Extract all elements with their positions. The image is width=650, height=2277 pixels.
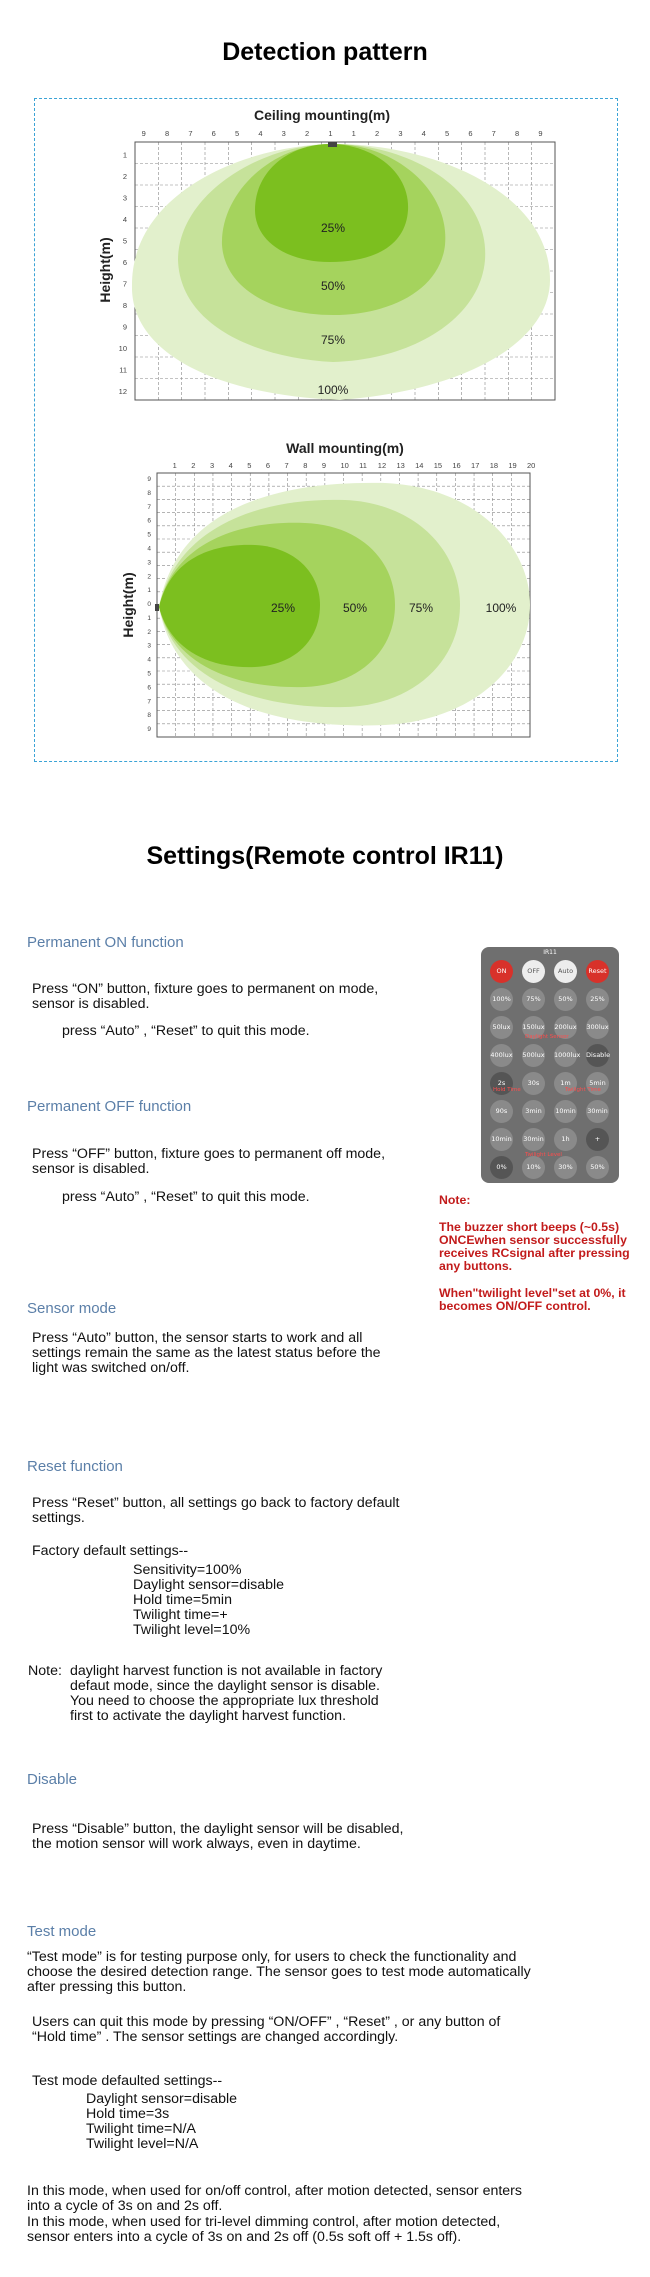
- remote-button-disable[interactable]: Disable: [586, 1044, 609, 1067]
- wall-x-tick: 15: [433, 461, 443, 470]
- remote-button-30[interactable]: 30%: [554, 1156, 577, 1179]
- wall-x-tick: 1: [172, 461, 177, 470]
- wall-x-tick: 20: [527, 461, 536, 470]
- ceiling-x-tick: 2: [375, 129, 380, 138]
- ceiling-x-tick: 6: [468, 129, 473, 138]
- test-mode-intro: “Test mode” is for testing purpose only, for users to check the functionality and choose the desired detection range. The sensor goes to test mode automatically after pressing this button.: [27, 1949, 531, 1995]
- ceiling-y-tick: 1: [122, 150, 127, 160]
- wall-x-tick: 12: [377, 461, 387, 470]
- ceiling-y-tick: 5: [122, 236, 127, 246]
- permanent-on-quit: press “Auto” , “Reset” to quit this mode.: [62, 1023, 310, 1039]
- ceiling-x-tick: 9: [538, 129, 543, 138]
- wall-x-tick: 10: [340, 461, 349, 470]
- reset-note-label: Note:: [28, 1663, 62, 1679]
- test-mode-heading: Test mode: [27, 1923, 97, 1940]
- remote-button-1h[interactable]: 1h: [554, 1128, 577, 1151]
- ceiling-y-tick: 9: [122, 322, 127, 332]
- ceiling-y-tick: 2: [122, 172, 127, 181]
- sensor-mark-icon: [155, 604, 159, 611]
- wall-y-tick: 3: [147, 559, 151, 567]
- ceiling-y-tick: 8: [122, 301, 127, 310]
- wall-x-tick: 13: [396, 461, 405, 470]
- wall-zone-100: 100%: [485, 601, 517, 615]
- factory-defaults-list: Sensitivity=100% Daylight sensor=disable Hold time=5min Twilight time=+ Twilight level=10%: [133, 1562, 285, 1638]
- wall-y-tick: 8: [147, 489, 151, 497]
- wall-x-tick: 18: [489, 461, 499, 470]
- wall-zone-25: 25%: [270, 601, 296, 615]
- ceiling-x-tick: 5: [235, 129, 240, 138]
- wall-y-tick: 8: [147, 712, 151, 720]
- ceiling-x-tick: 8: [165, 129, 170, 138]
- wall-x-tick: 5: [247, 461, 252, 470]
- wall-y-tick: 5: [147, 670, 151, 678]
- ceiling-y-tick: 4: [122, 215, 127, 224]
- ceiling-x-tick: 3: [398, 129, 403, 138]
- ceiling-x-tick: 5: [445, 129, 450, 138]
- remote-button-10min[interactable]: 10min: [490, 1128, 513, 1151]
- wall-y-tick: 3: [147, 642, 151, 650]
- wall-x-tick: 8: [303, 461, 308, 470]
- ceiling-x-tick: 7: [188, 129, 193, 138]
- remote-button-3min[interactable]: 3min: [522, 1100, 545, 1123]
- wall-x-tick: 14: [415, 461, 424, 470]
- remote-label-twilight-time: Twilight Time: [565, 1087, 601, 1093]
- note-beep: The buzzer short beeps (~0.5s) ONCEwhen sensor successfully receives RCsignal after pressing any buttons.: [439, 1220, 630, 1273]
- wall-chart-title: Wall mounting(m): [286, 440, 404, 456]
- remote-button-on[interactable]: ON: [490, 960, 513, 983]
- test-defaults-list: Daylight sensor=disable Hold time=3s Twilight time=N/A Twilight level=N/A: [86, 2091, 238, 2152]
- reset-note-text: daylight harvest function is not available in factory defaut mode, since the daylight sensor is disable. You need to choose the appropriate lux threshold first to activate the daylight harvest function.: [70, 1663, 383, 1724]
- remote-button-25[interactable]: 25%: [586, 988, 609, 1011]
- remote-button-10[interactable]: 10%: [522, 1156, 545, 1179]
- ceiling-zone-100: 100%: [317, 383, 349, 397]
- wall-y-tick: 9: [147, 476, 151, 483]
- wall-x-tick: 11: [359, 461, 367, 470]
- wall-y-tick: 7: [147, 503, 151, 511]
- wall-y-tick: 0: [147, 601, 151, 609]
- disable-heading: Disable: [27, 1771, 78, 1788]
- wall-x-tick: 4: [228, 461, 233, 470]
- wall-zone-75: 75%: [408, 601, 434, 615]
- remote-button-[interactable]: +: [586, 1128, 609, 1151]
- remote-label-daylight: Daylight Sensor: [525, 1034, 569, 1040]
- wall-y-tick: 1: [147, 614, 151, 622]
- wall-zone-50: 50%: [342, 601, 368, 615]
- reset-text: Press “Reset” button, all settings go back to factory default settings.: [32, 1495, 400, 1526]
- test-mode-onoff: In this mode, when used for on/off control, after motion detected, sensor enters into a cycle of 3s on and 2s off.: [27, 2183, 523, 2214]
- remote-control: [481, 947, 619, 1183]
- remote-button-50[interactable]: 50%: [554, 988, 577, 1011]
- remote-button-1000lux[interactable]: 1000lux: [554, 1044, 577, 1067]
- permanent-off-heading: Permanent OFF function: [27, 1098, 192, 1115]
- remote-button-90s[interactable]: 90s: [490, 1100, 513, 1123]
- remote-model: IR11: [543, 949, 557, 956]
- wall-x-tick: 6: [265, 461, 271, 470]
- ceiling-x-tick: 3: [281, 129, 286, 138]
- ceiling-chart-ylabel: Height(m): [97, 237, 113, 303]
- wall-chart: [115, 435, 545, 750]
- wall-y-tick: 2: [147, 573, 151, 581]
- test-defaults-title: Test mode defaulted settings--: [32, 2073, 223, 2089]
- remote-button-1m[interactable]: 1m: [554, 1072, 577, 1095]
- test-mode-quit: Users can quit this mode by pressing “ON/OFF” , “Reset” , or any button of “Hold time” . The sensor settings are changed accordingly.: [32, 2014, 501, 2045]
- remote-button-2s[interactable]: 2s: [490, 1072, 513, 1095]
- wall-y-tick: 5: [147, 531, 151, 539]
- ceiling-y-tick: 11: [119, 365, 127, 375]
- ceiling-zone-75: 75%: [320, 333, 346, 347]
- detection-title: Detection pattern: [222, 38, 428, 66]
- wall-x-tick: 9: [321, 461, 327, 470]
- wall-x-tick: 19: [508, 461, 517, 470]
- remote-button-off[interactable]: OFF: [522, 960, 545, 983]
- remote-button-reset[interactable]: Reset: [586, 960, 609, 983]
- sensor-mode-text: Press “Auto” button, the sensor starts to work and all settings remain the same as the latest status before the light was switched on/off.: [32, 1330, 381, 1376]
- remote-label-hold: Hold Time: [493, 1087, 521, 1093]
- wall-y-tick: 4: [147, 656, 151, 664]
- wall-y-tick: 4: [147, 545, 151, 553]
- ceiling-x-tick: 2: [305, 129, 310, 138]
- wall-y-tick: 2: [147, 628, 151, 636]
- ceiling-x-tick: 6: [211, 129, 216, 138]
- ceiling-zone-50: 50%: [320, 279, 346, 293]
- ceiling-x-tick: 7: [491, 129, 496, 138]
- wall-x-tick: 17: [471, 461, 480, 470]
- settings-title: Settings(Remote control IR11): [146, 842, 504, 870]
- remote-button-50[interactable]: 50%: [586, 1156, 609, 1179]
- remote-button-30min[interactable]: 30min: [522, 1128, 545, 1151]
- factory-defaults-title: Factory default settings--: [32, 1543, 189, 1559]
- sensor-mark-icon: [328, 142, 337, 147]
- remote-button-auto[interactable]: Auto: [554, 960, 577, 983]
- ceiling-y-tick: 3: [122, 193, 127, 203]
- sensor-mode-heading: Sensor mode: [27, 1300, 117, 1317]
- wall-y-tick: 7: [147, 698, 151, 706]
- ceiling-x-tick: 8: [515, 129, 520, 138]
- disable-text: Press “Disable” button, the daylight sensor will be disabled, the motion sensor will work always, even in daytime.: [32, 1821, 404, 1852]
- ceiling-y-tick: 6: [122, 258, 127, 267]
- permanent-off-quit: press “Auto” , “Reset” to quit this mode.: [62, 1189, 310, 1205]
- wall-y-tick: 9: [147, 726, 151, 734]
- ceiling-chart: [90, 100, 570, 415]
- wall-x-tick: 16: [452, 461, 461, 470]
- ceiling-chart-title: Ceiling mounting(m): [253, 107, 391, 123]
- remote-button-50lux[interactable]: 50lux: [490, 1016, 513, 1039]
- note-twilight: When"twilight level"set at 0%, it becomes ON/OFF control.: [439, 1286, 626, 1313]
- wall-y-tick: 6: [147, 517, 151, 525]
- remote-button-75[interactable]: 75%: [522, 988, 545, 1011]
- remote-label-twilight-level: Twilight Level: [525, 1152, 562, 1158]
- remote-button-500lux[interactable]: 500lux: [522, 1044, 545, 1067]
- remote-button-400lux[interactable]: 400lux: [490, 1044, 513, 1067]
- wall-chart-ylabel: Height(m): [120, 572, 136, 638]
- reset-heading: Reset function: [27, 1458, 123, 1475]
- ceiling-x-tick: 9: [141, 129, 146, 138]
- wall-x-tick: 2: [191, 461, 196, 470]
- ceiling-x-tick: 4: [258, 129, 263, 138]
- remote-button-30s[interactable]: 30s: [522, 1072, 545, 1095]
- permanent-on-text: Press “ON” button, fixture goes to permanent on mode, sensor is disabled.: [32, 981, 379, 1012]
- wall-x-tick: 7: [284, 461, 289, 470]
- permanent-off-text: Press “OFF” button, fixture goes to permanent off mode, sensor is disabled.: [32, 1146, 386, 1177]
- ceiling-y-tick: 7: [122, 279, 127, 289]
- remote-button-10min[interactable]: 10min: [554, 1100, 577, 1123]
- remote-button-100[interactable]: 100%: [490, 988, 513, 1011]
- ceiling-x-tick: 1: [328, 129, 333, 138]
- wall-y-tick: 1: [147, 587, 151, 595]
- remote-button-5min[interactable]: 5min: [586, 1072, 609, 1095]
- remote-button-0[interactable]: 0%: [490, 1156, 513, 1179]
- wall-x-tick: 3: [209, 461, 215, 470]
- remote-button-300lux[interactable]: 300lux: [586, 1016, 609, 1039]
- note-title: Note:: [439, 1193, 471, 1207]
- ceiling-y-tick: 12: [118, 387, 127, 396]
- remote-button-30min[interactable]: 30min: [586, 1100, 609, 1123]
- ceiling-zone-25: 25%: [320, 221, 346, 235]
- permanent-on-heading: Permanent ON function: [27, 934, 184, 951]
- remote-button-150lux[interactable]: 150lux: [522, 1016, 545, 1039]
- ceiling-x-tick: 4: [421, 129, 426, 138]
- remote-button-200lux[interactable]: 200lux: [554, 1016, 577, 1039]
- ceiling-x-tick: 1: [351, 129, 356, 138]
- test-mode-dimming: In this mode, when used for tri-level dimming control, after motion detected, sensor enters into a cycle of 3s on and 2s off (0.5s soft off + 1.5s off).: [27, 2214, 501, 2245]
- ceiling-y-tick: 10: [118, 344, 127, 353]
- wall-y-tick: 6: [147, 684, 151, 692]
